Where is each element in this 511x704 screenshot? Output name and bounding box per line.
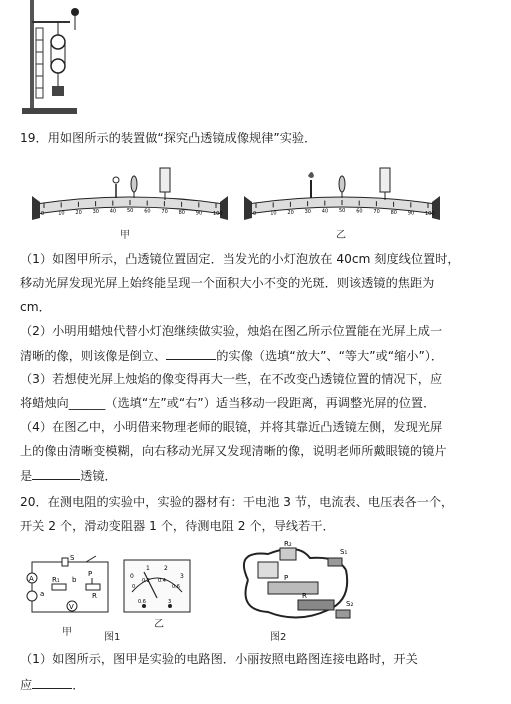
optical-bench-jia bbox=[30, 166, 230, 236]
ammeter-dial-yi bbox=[122, 558, 192, 614]
caption-jia: 甲 bbox=[120, 230, 130, 241]
caption-yi: 乙 bbox=[336, 230, 346, 241]
s1-label: S₁ bbox=[340, 548, 348, 556]
meter-subtick: 0.6 bbox=[172, 584, 180, 590]
circuit-diagram-jia bbox=[26, 552, 116, 624]
meter-subtick: 0.2 bbox=[142, 578, 150, 584]
meter-tick: 1 bbox=[146, 565, 150, 572]
switch-label: S bbox=[70, 554, 75, 562]
q20-title: 20．在测电阻的实验中，实验的器材有：干电池 3 节，电流表、电压表各一个， bbox=[20, 495, 454, 509]
r-label: R bbox=[302, 592, 307, 600]
ruler-tick-label: 60 bbox=[356, 208, 363, 215]
terminal-label: 3 bbox=[168, 599, 172, 605]
q19-p4c-pre: 是 bbox=[20, 469, 33, 483]
ruler-tick-label: 20 bbox=[287, 209, 294, 216]
q19-p4a: （4）在图乙中，小明借来物理老师的眼镜，并将其靠近凸透镜左侧，发现光屏 bbox=[20, 420, 443, 434]
ruler-tick-label: 0 bbox=[253, 211, 257, 217]
q19-p3b: 将蜡烛向______（选填“左”或“右”）适当移动一段距离，再调整光屏的位置． bbox=[20, 396, 436, 410]
answer-blank bbox=[32, 467, 80, 480]
q19-title: 19．用如图所示的装置做“探究凸透镜成像规律”实验． bbox=[20, 131, 317, 145]
answer-blank bbox=[166, 347, 216, 360]
meter-tick: 2 bbox=[164, 565, 168, 572]
a-label: a bbox=[40, 590, 45, 598]
q19-p2b-pre: 清晰的像，则该像是倒立、 bbox=[20, 349, 167, 363]
q20-p1b bbox=[20, 676, 84, 693]
r1-label: R₁ bbox=[52, 576, 60, 584]
ruler-tick-label: 90 bbox=[407, 210, 415, 217]
q19-p3a: （3）若想使光屏上烛焰的像变得再大一些，在不改变凸透镜位置的情况下，应 bbox=[20, 372, 443, 386]
ruler-tick-label: 70 bbox=[161, 209, 168, 216]
ruler-tick-label: 70 bbox=[373, 209, 380, 216]
fig2-caption: 图2 bbox=[270, 632, 287, 643]
q19-p4c bbox=[20, 467, 117, 484]
ruler-tick-label: 80 bbox=[390, 209, 397, 216]
ruler-tick-label: 10 bbox=[58, 210, 65, 217]
physical-circuit-figure bbox=[228, 540, 360, 628]
ruler-tick-label: 50 bbox=[339, 208, 346, 214]
ruler-tick-label: 80 bbox=[178, 209, 185, 216]
s2-label: S₂ bbox=[346, 600, 354, 608]
q19-p1c: cm． bbox=[20, 300, 51, 314]
meter-subtick: 0 bbox=[132, 584, 136, 590]
q19-p1a: （1）如图甲所示，凸透镜位置固定．当发光的小灯泡放在 40cm 刻度线位置时， bbox=[20, 252, 460, 266]
ruler-tick-label: 30 bbox=[92, 209, 99, 216]
q19-p2b-post: 的实像（选填“放大”、“等大”或“缩小”）． bbox=[216, 349, 444, 363]
q19-p2b bbox=[20, 347, 443, 364]
q20-title2: 开关 2 个，滑动变阻器 1 个，待测电阻 2 个，导线若干． bbox=[20, 519, 335, 533]
ruler-tick-label: 100 bbox=[213, 211, 223, 217]
q19-p1b: 移动光屏发现光屏上始终能呈现一个面积大小不变的光斑．则该透镜的焦距为 bbox=[20, 276, 435, 290]
ruler-tick-label: 20 bbox=[75, 209, 82, 216]
b-label: b bbox=[72, 576, 77, 584]
meter-tick: 0 bbox=[130, 573, 134, 580]
p-label: P bbox=[88, 570, 93, 578]
meter-subtick: 0.4 bbox=[158, 578, 166, 584]
ruler-tick-label: 40 bbox=[109, 208, 117, 215]
q19-p2a: （2）小明用蜡烛代替小灯泡继续做实验，烛焰在图乙所示位置能在光屏上成一 bbox=[20, 324, 443, 338]
q20-p1b-post: ． bbox=[72, 678, 85, 692]
ruler-tick-label: 60 bbox=[144, 208, 151, 215]
r-label: R bbox=[92, 592, 97, 600]
q19-p4b: 上的像由清晰变模糊，向右移动光屏又发现清晰的像，说明老师所戴眼镜的镜片 bbox=[20, 444, 447, 458]
circuit-caption-jia: 甲 bbox=[62, 627, 72, 638]
ammeter-label: A bbox=[29, 575, 34, 583]
pulley-apparatus-figure bbox=[20, 0, 80, 120]
q20-p1a: （1）如图所示，图甲是实验的电路图．小丽按照电路图连接电路时，开关 bbox=[20, 652, 418, 666]
p-label: P bbox=[284, 574, 289, 582]
terminal-label: 0.6 bbox=[138, 599, 146, 605]
r2-label: R₂ bbox=[284, 540, 292, 548]
ruler-tick-label: 100 bbox=[425, 211, 435, 217]
q20-p1b-pre: 应 bbox=[20, 678, 33, 692]
ruler-tick-label: 50 bbox=[127, 208, 134, 214]
answer-blank bbox=[32, 676, 72, 689]
ruler-tick-label: 40 bbox=[321, 208, 329, 215]
meter-caption-yi: 乙 bbox=[154, 619, 164, 630]
ruler-tick-label: 90 bbox=[195, 210, 203, 217]
voltmeter-label: V bbox=[69, 603, 74, 611]
ruler-tick-label: 30 bbox=[304, 209, 311, 216]
fig1-caption: 图1 bbox=[104, 632, 121, 643]
ruler-tick-label: 0 bbox=[41, 211, 45, 217]
q19-p4c-post: 透镜． bbox=[80, 469, 117, 483]
meter-tick: 3 bbox=[180, 573, 184, 580]
ruler-tick-label: 10 bbox=[270, 210, 277, 217]
